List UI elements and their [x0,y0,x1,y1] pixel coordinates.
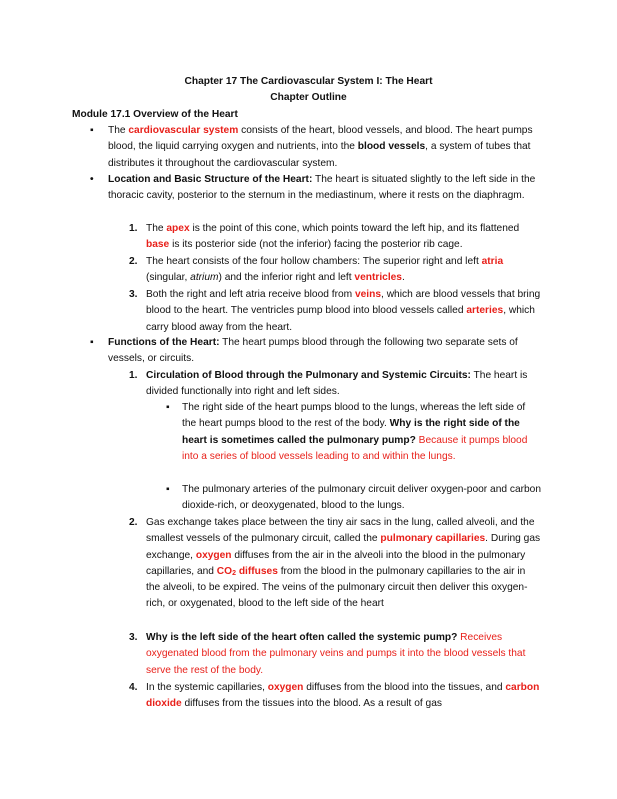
functions-item-4: 4. In the systemic capillaries, oxygen diffuses from the blood into the tissues, and carbon dioxide diffuses from the tissues into the blood. As a result of gas [129,682,540,710]
chapter-title: Chapter 17 The Cardiovascular System I: The Heart [184,76,433,87]
functions-item-2: 2. Gas exchange takes place between the tiny air sacs in the lung, called alveoli, and the smallest vessels of the pulmonary circuit, called the pulmonary capillaries. During gas exchange, oxygen diffuses from the air in the alveoli into the blood in the pulmonary capillaries, and $CO_2$ diffuses from the blood in the pulmonary capillaries to the air in the alveoli, to be expired. The veins of the pulmonary circuit then deliver this oxygen-rich, or oxygenated, blood to the left side of the heart [129,517,541,610]
keyword-pulmonary-capillaries: pulmonary capillaries [380,533,486,545]
functions-text: Functions of the Heart: The heart pumps blood through the following two separate sets of vessels, or circuits. [108,337,518,365]
bullet-icon: • [90,174,94,185]
keyword-apex: apex [166,223,190,234]
circulation-subitem-2: ▪ The pulmonary arteries of the pulmonary circuit deliver oxygen-poor and carbon dioxide-rich, or deoxygenated, blood to the lungs. [166,484,542,512]
location-item-3: 3. Both the right and left atria receive blood from veins, which are blood vessels that bring blood to the heart. The ventricles pump blood into blood vessels called arteries, which carry blood away from the heart. [129,289,541,333]
keyword-carbon-dioxide: carbon dioxide [146,682,540,710]
location-bullet [90,172,550,205]
keyword-atria: atria [481,256,504,267]
question-pulmonary-pump: Why is the right side of the heart is sometimes called the pulmonary pump? [182,418,520,446]
location-item-1: 1. The apex is the point of this cone, which points toward the left hip, and its flattened base is its posterior side (not the inferior) facing the posterior rib cage. [129,223,520,251]
intro-text: The cardiovascular system consists of the heart, blood vessels, and blood. The heart pumps blood, the liquid carrying oxygen and nutrients, into the blood vessels, a system of tubes that distributes it throughout the cardiovascular system. [108,125,533,169]
functions-item-1: 1. Circulation of Blood through the Pulmonary and Systemic Circuits: The heart is divided functionally into right and left sides. [129,370,528,398]
location-item-2: 2. The heart consists of the four hollow chambers: The superior right and left atria (singular, atrium) and the inferior right and left ventricles. [129,256,504,284]
circulation-heading: Circulation of Blood through the Pulmonary and Systemic Circuits: [146,370,471,381]
keyword-oxygen-systemic: oxygen [267,682,304,693]
list-number: 1. [129,370,138,381]
functions-item-3 [129,630,542,679]
keyword-arteries: arteries [466,305,504,317]
answer-systemic-pump: Receives oxygenated blood from the pulmonary veins and pumps it into the blood vessels that serve the rest of the body. [146,632,526,676]
functions-heading: Functions of the Heart: [108,337,220,348]
list-number: 2. [129,256,138,267]
keyword-co2-diffuses: $CO_2$ diffuses [216,565,278,577]
keyword-base: base [146,239,170,251]
keyword-blood-vessels: blood vessels [357,141,426,153]
chapter-subtitle: Chapter Outline [270,92,347,103]
keyword-ventricles: ventricles [354,272,402,284]
bullet-icon: ▪ [90,337,94,348]
location-text: Location and Basic Structure of the Heart: The heart is situated slightly to the left side in the thoracic cavity, posterior to the sternum in the mediastinum, where it rests on the diaphragm. [108,174,536,202]
list-number: 2. [129,517,138,528]
location-heading: Location and Basic Structure of the Heart: [108,174,313,185]
keyword-oxygen: oxygen [195,549,232,561]
list-number: 4. [129,682,138,693]
list-number: 1. [129,223,138,234]
bullet-icon: ▪ [166,402,170,413]
module-heading: Module 17.1 Overview of the Heart [72,109,238,120]
circulation-subitem-1: ▪ The right side of the heart pumps blood to the lungs, whereas the left side of the heart pumps blood to the rest of the body. Why is the right side of the heart is sometimes called the pulmonary pump? Because it pumps blood into a series of blood vessels leading to and within the lungs. [166,402,528,462]
term-atrium: atrium [190,272,219,284]
bullet-icon: ▪ [90,125,94,136]
answer-pulmonary-pump: Because it pumps blood into a series of blood vessels leading to and within the lungs. [182,434,528,462]
question-systemic-pump: Why is the left side of the heart often called the systemic pump? [146,632,458,643]
keyword-veins: veins [354,289,382,300]
functions-bullet [90,335,548,368]
list-number: 3. [129,289,138,300]
intro-bullet [90,123,548,172]
list-number: 3. [129,632,138,643]
bullet-icon: ▪ [166,484,170,495]
keyword-cardiovascular-system: cardiovascular system [128,125,239,136]
